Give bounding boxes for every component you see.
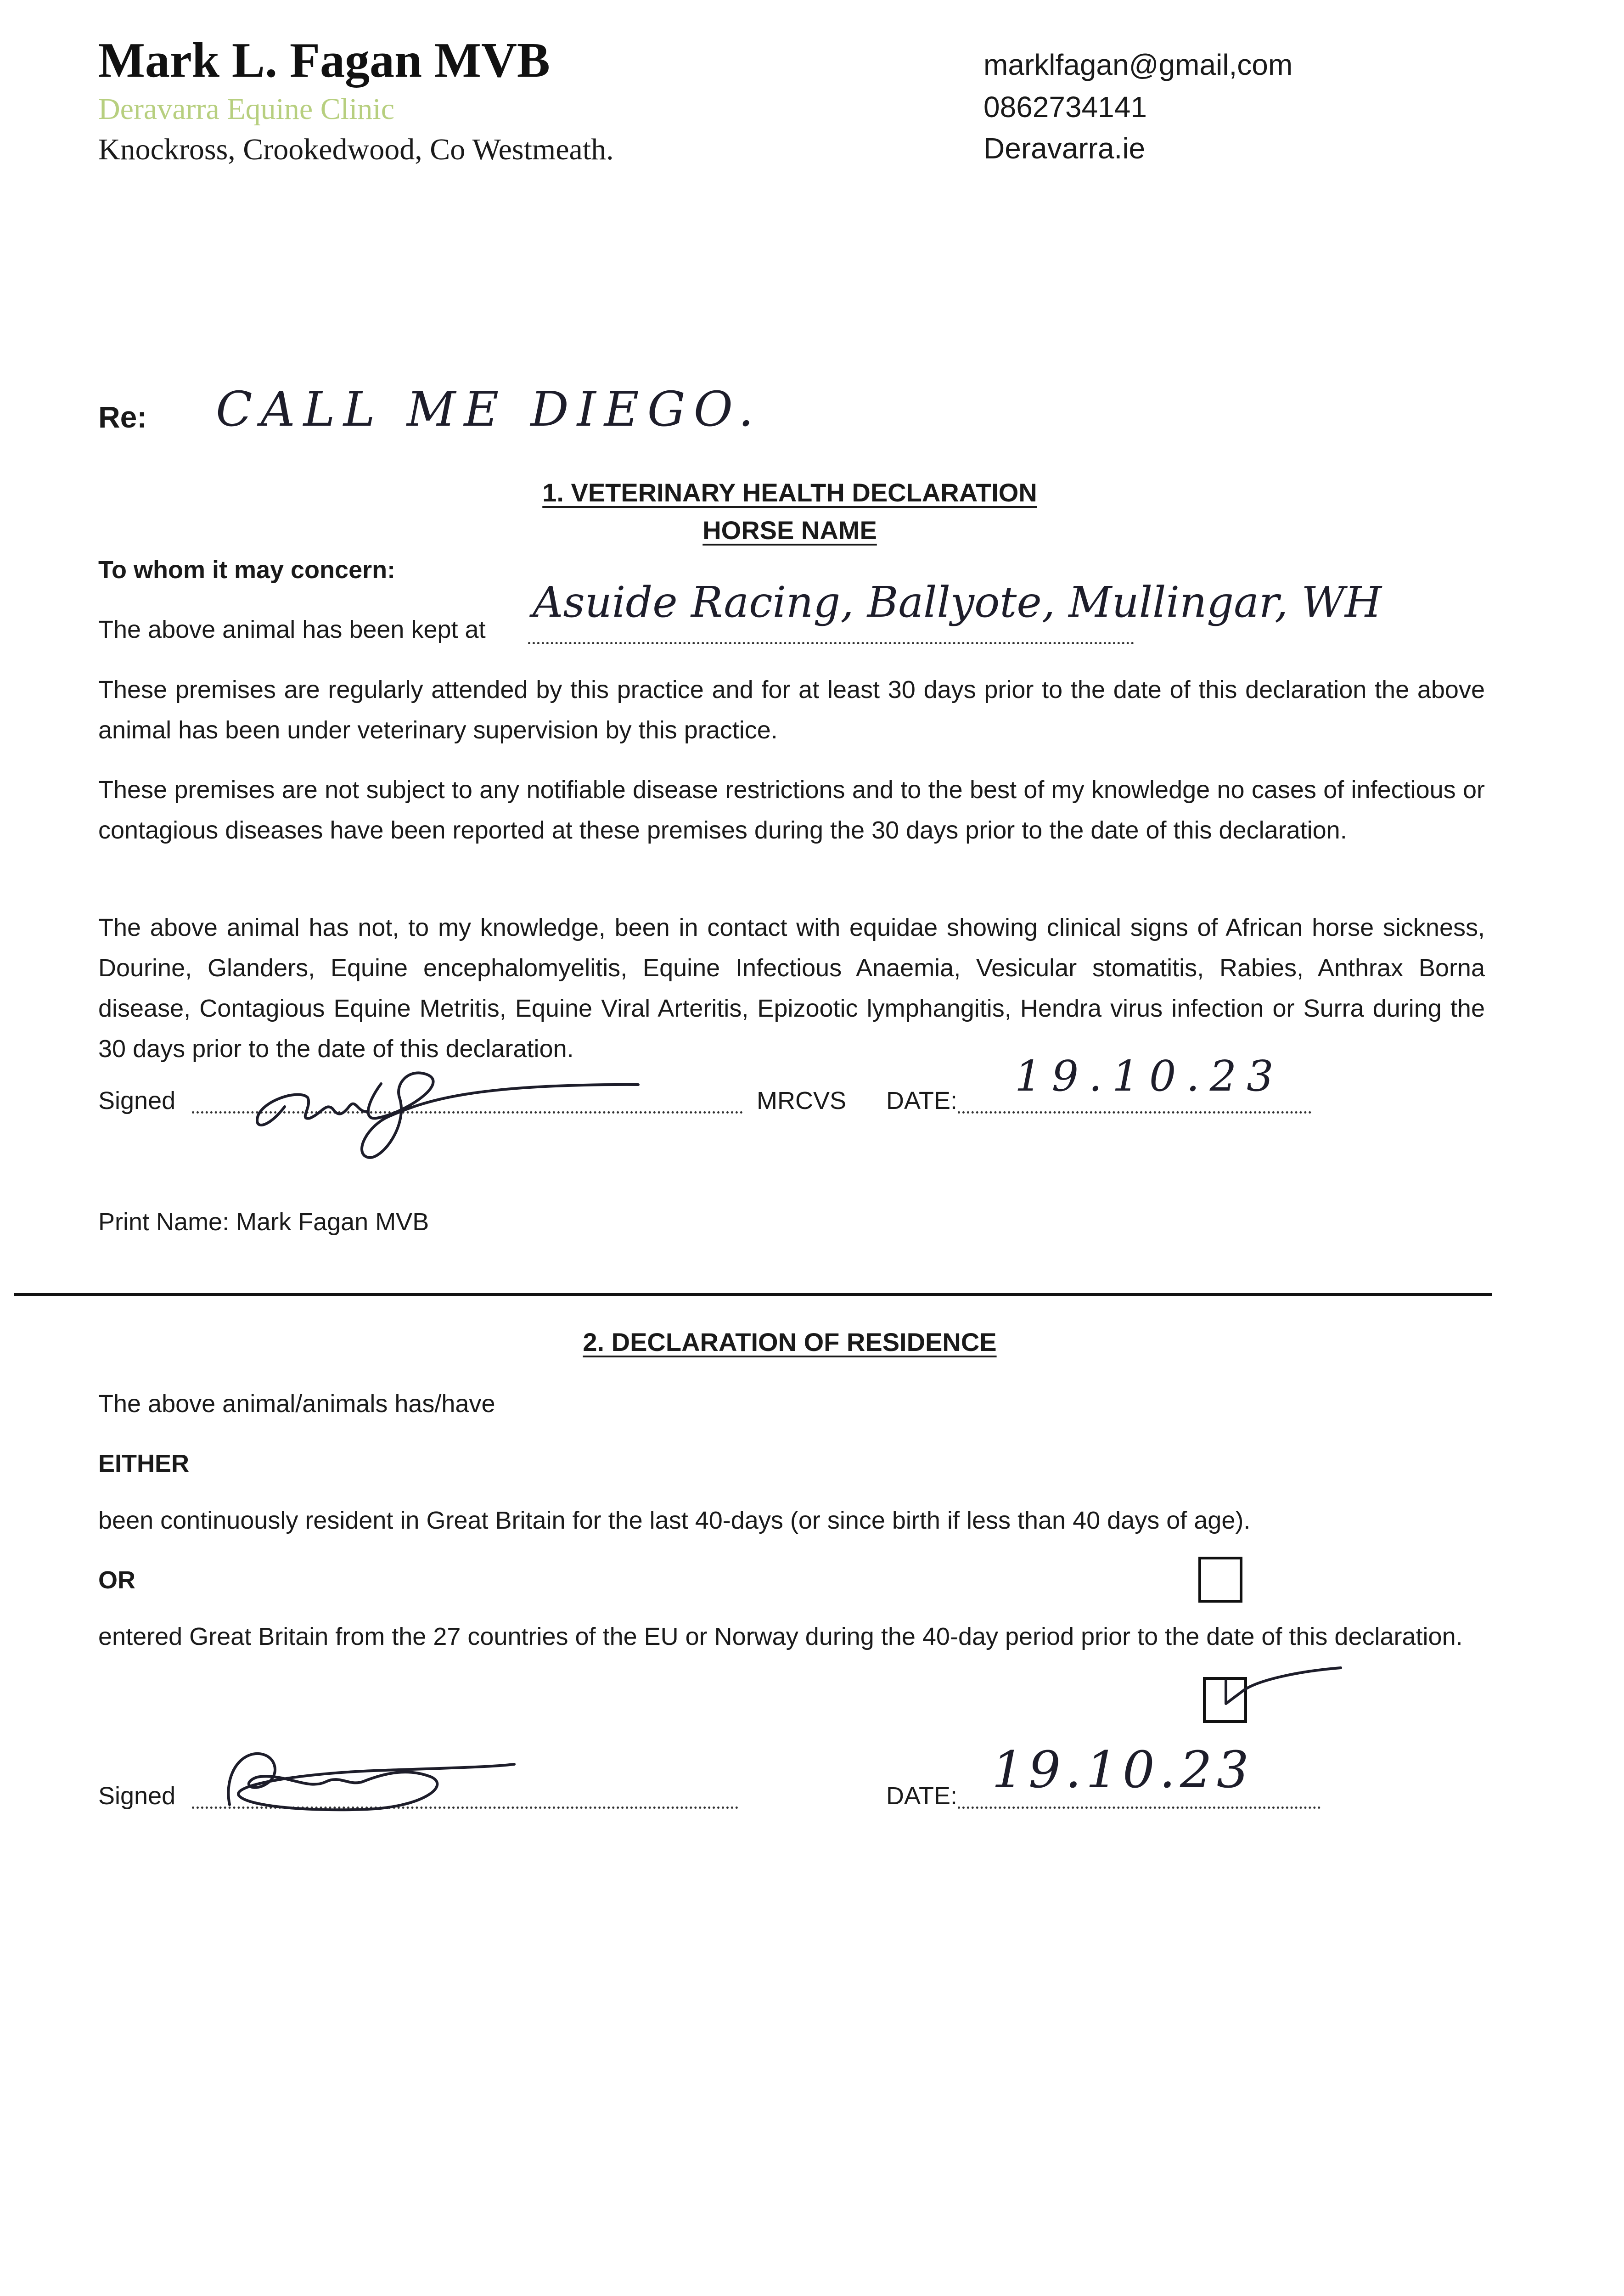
option-resident-checkbox[interactable] [1198,1557,1242,1603]
kept-at-dotted-line [528,642,1134,644]
either-label: EITHER [98,1450,190,1477]
salutation: To whom it may concern: [98,556,396,584]
clinic-name: Deravarra Equine Clinic [98,92,395,126]
residence-intro: The above animal/animals has/have [98,1390,495,1418]
section1-title: 1. VETERINARY HEALTH DECLARATION [542,478,1037,507]
contact-website: Deravarra.ie [983,132,1146,165]
practitioner-name: Mark L. Fagan MVB [98,33,550,88]
checkmark-icon [1208,1662,1345,1727]
signed-label-2: Signed [98,1782,176,1810]
contact-phone: 0862734141 [983,90,1147,124]
option-resident-text: been continuously resident in Great Britain for the last 40-days (or since birth if less than 40 days of age). [98,1507,1251,1534]
vet-signature [230,1033,643,1171]
section2-title: 2. DECLARATION OF RESIDENCE [583,1328,997,1356]
paragraph-restrictions: These premises are not subject to any notifiable disease restrictions and to the best of my knowledge no cases of infectious or contagious diseases have been reported at these premises during the 30 days prior to the date of this declaration. [98,776,1485,844]
date-dotted-line-2 [958,1806,1321,1809]
option-entered-text: entered Great Britain from the 27 countries of the EU or Norway during the 40-day period prior to the date of this declaration. [98,1623,1463,1650]
paragraph-disease-contact: The above animal has not, to my knowledge, been in contact with equidae showing clinical signs of African horse sickness, Dourine, Glanders, Equine encephalomyelitis, Equine Infectious Anaemia, Vesicular stomatitis, Rabies, Anthrax Borna disease, Contagious Equine Metritis, Equine Viral Arteritis, Epizootic lymphangitis, Hendra virus infection or Surra during the 30 days prior to the date of this declaration. [98,914,1485,1063]
date-dotted-line-1 [958,1111,1311,1114]
owner-signature [193,1727,523,1828]
print-name: Print Name: Mark Fagan MVB [98,1208,429,1236]
horse-name-handwritten: CALL ME DIEGO. [216,381,762,437]
date-handwritten-1: 19.10.23 [1015,1052,1284,1101]
clinic-address: Knockross, Crookedwood, Co Westmeath. [98,133,614,166]
section-divider [14,1293,1492,1296]
re-label: Re: [98,400,147,434]
section1-subtitle: HORSE NAME [702,516,877,545]
signed-label: Signed [98,1087,176,1114]
date-label-1: DATE: [886,1087,958,1114]
kept-at-label: The above animal has been kept at [98,616,486,643]
date-label-2: DATE: [886,1782,958,1810]
contact-email: marklfagan@gmail,com [983,48,1293,81]
paragraph-supervision: These premises are regularly attended by this practice and for at least 30 days prior to the date of this declaration the above animal has been under veterinary supervision by this practice. [98,676,1485,744]
mrcvs-label: MRCVS [757,1087,847,1114]
or-label: OR [98,1566,135,1594]
date-handwritten-2: 19.10.23 [992,1740,1253,1799]
kept-at-handwritten: Asuide Racing, Ballyote, Mullingar, WH [533,578,1382,627]
